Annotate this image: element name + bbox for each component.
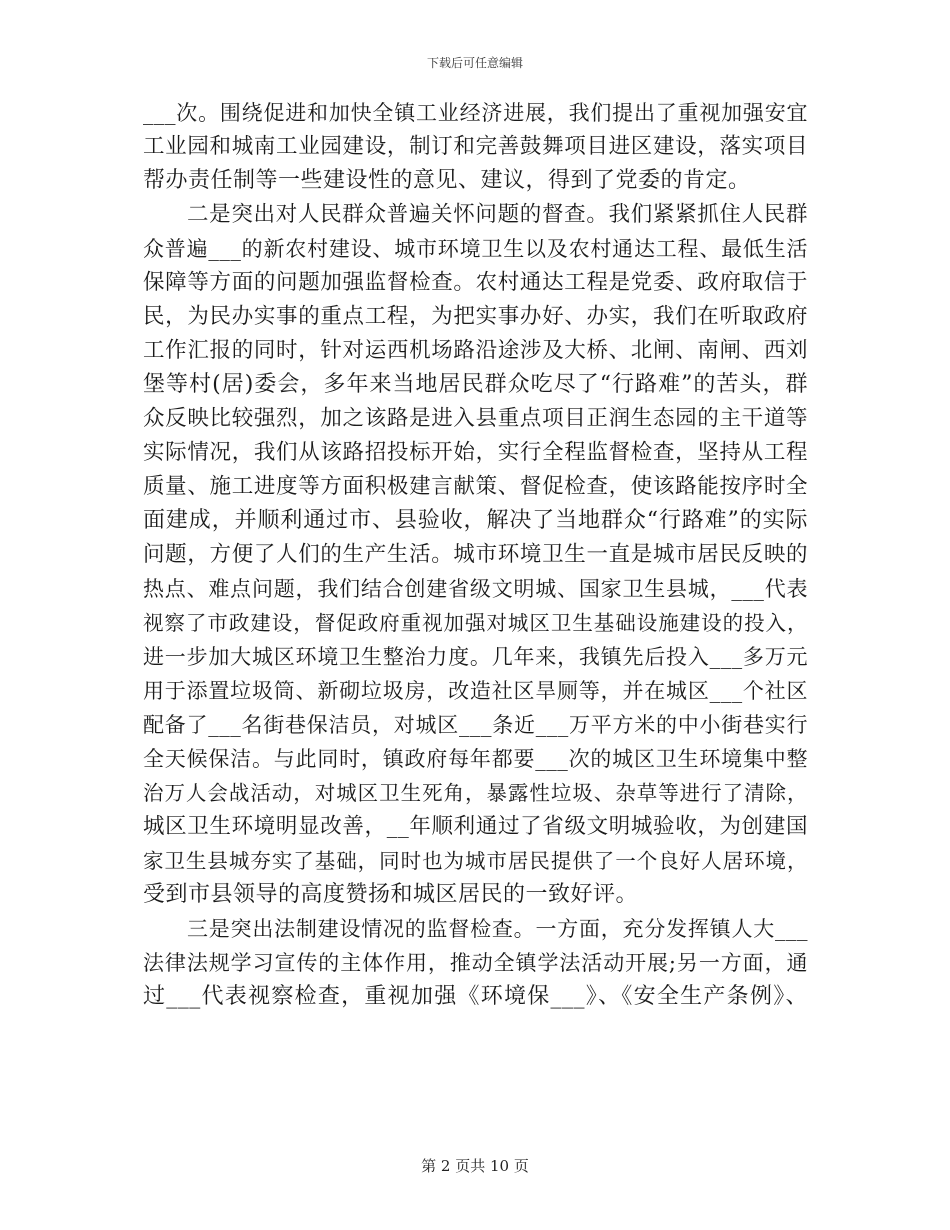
text-line: 家卫生县城夯实了基础，同时也为城市居民提供了一个良好人居环境， <box>143 849 808 873</box>
text-line: 问题，方便了人们的生产生活。城市环境卫生一直是城市居民反映的 <box>143 542 808 567</box>
text-line: 工作汇报的同时，针对运西机场路沿途涉及大桥、北闸、南闸、西刘 <box>143 338 808 363</box>
text-line: 保障等方面的问题加强监督检查。农村通达工程是党委、政府取信于 <box>143 270 808 295</box>
text-line: 帮办责任制等一些建设性的意见、建议，得到了党委的肯定。 <box>143 168 751 193</box>
text-line: 视察了市政建设，督促政府重视加强对城区卫生基础设施建设的投入， <box>143 611 808 635</box>
text-line: 众反映比较强烈，加之该路是进入县重点项目正润生态园的主干道等 <box>143 406 808 431</box>
text-line: 法律法规学习宣传的主体作用，推动全镇学法活动开展;另一方面，通 <box>143 951 808 975</box>
text-line: 受到市县领导的高度赞扬和城区居民的一致好评。 <box>143 882 639 907</box>
page-header: 下载后可任意编辑 <box>426 56 523 70</box>
text-line: 进一步加大城区环境卫生整治力度。几年来，我镇先后投入___多万元 <box>143 645 808 669</box>
text-line: 质量、施工进度等方面积极建言献策、督促检查，使该路能按序时全 <box>143 474 808 499</box>
text-line: 治万人会战活动，对城区卫生死角，暴露性垃圾、杂草等进行了清除， <box>143 781 808 805</box>
text-line: 实际情况，我们从该路招投标开始，实行全程监督检查，坚持从工程 <box>143 440 808 465</box>
text-line: 配备了___名街巷保洁员，对城区___条近___万平方米的中小街巷实行 <box>143 713 808 737</box>
text-line: 堡等村(居)委会，多年来当地居民群众吃尽了“行路难”的苦头，群 <box>143 372 808 397</box>
text-line: 民，为民办实事的重点工程，为把实事办好、办实，我们在听取政府 <box>143 304 808 329</box>
text-line: 众普遍___的新农村建设、城市环境卫生以及农村通达工程、最低生活 <box>143 237 808 261</box>
text-line: ___次。围绕促进和加快全镇工业经济进展，我们提出了重视加强安宜 <box>143 101 808 125</box>
text-line: 过___代表视察检查，重视加强《环境保___》、《安全生产条例》、 <box>143 984 808 1009</box>
text-line: 工业园和城南工业园建设，制订和完善鼓舞项目进区建设，落实项目 <box>143 134 808 159</box>
text-line: 城区卫生环境明显改善，__年顺利通过了省级文明城验收，为创建国 <box>143 814 808 839</box>
text-line: 二是突出对人民群众普遍关怀问题的督查。我们紧紧抓住人民群 <box>187 202 808 227</box>
text-line: 三是突出法制建设情况的监督检查。一方面，充分发挥镇人大___ <box>187 917 808 941</box>
text-line: 面建成，并顺利通过市、县验收，解决了当地群众“行路难”的实际 <box>143 508 808 533</box>
text-line: 热点、难点问题，我们结合创建省级文明城、国家卫生县城，___代表 <box>143 577 808 601</box>
text-line: 全天候保洁。与此同时，镇政府每年都要___次的城区卫生环境集中整 <box>143 747 808 771</box>
document-body <box>143 96 808 1014</box>
text-line: 用于添置垃圾筒、新砌垃圾房，改造社区旱厕等，并在城区___个社区 <box>143 679 808 703</box>
page-number: 第 2 页共 10 页 <box>421 1157 529 1175</box>
